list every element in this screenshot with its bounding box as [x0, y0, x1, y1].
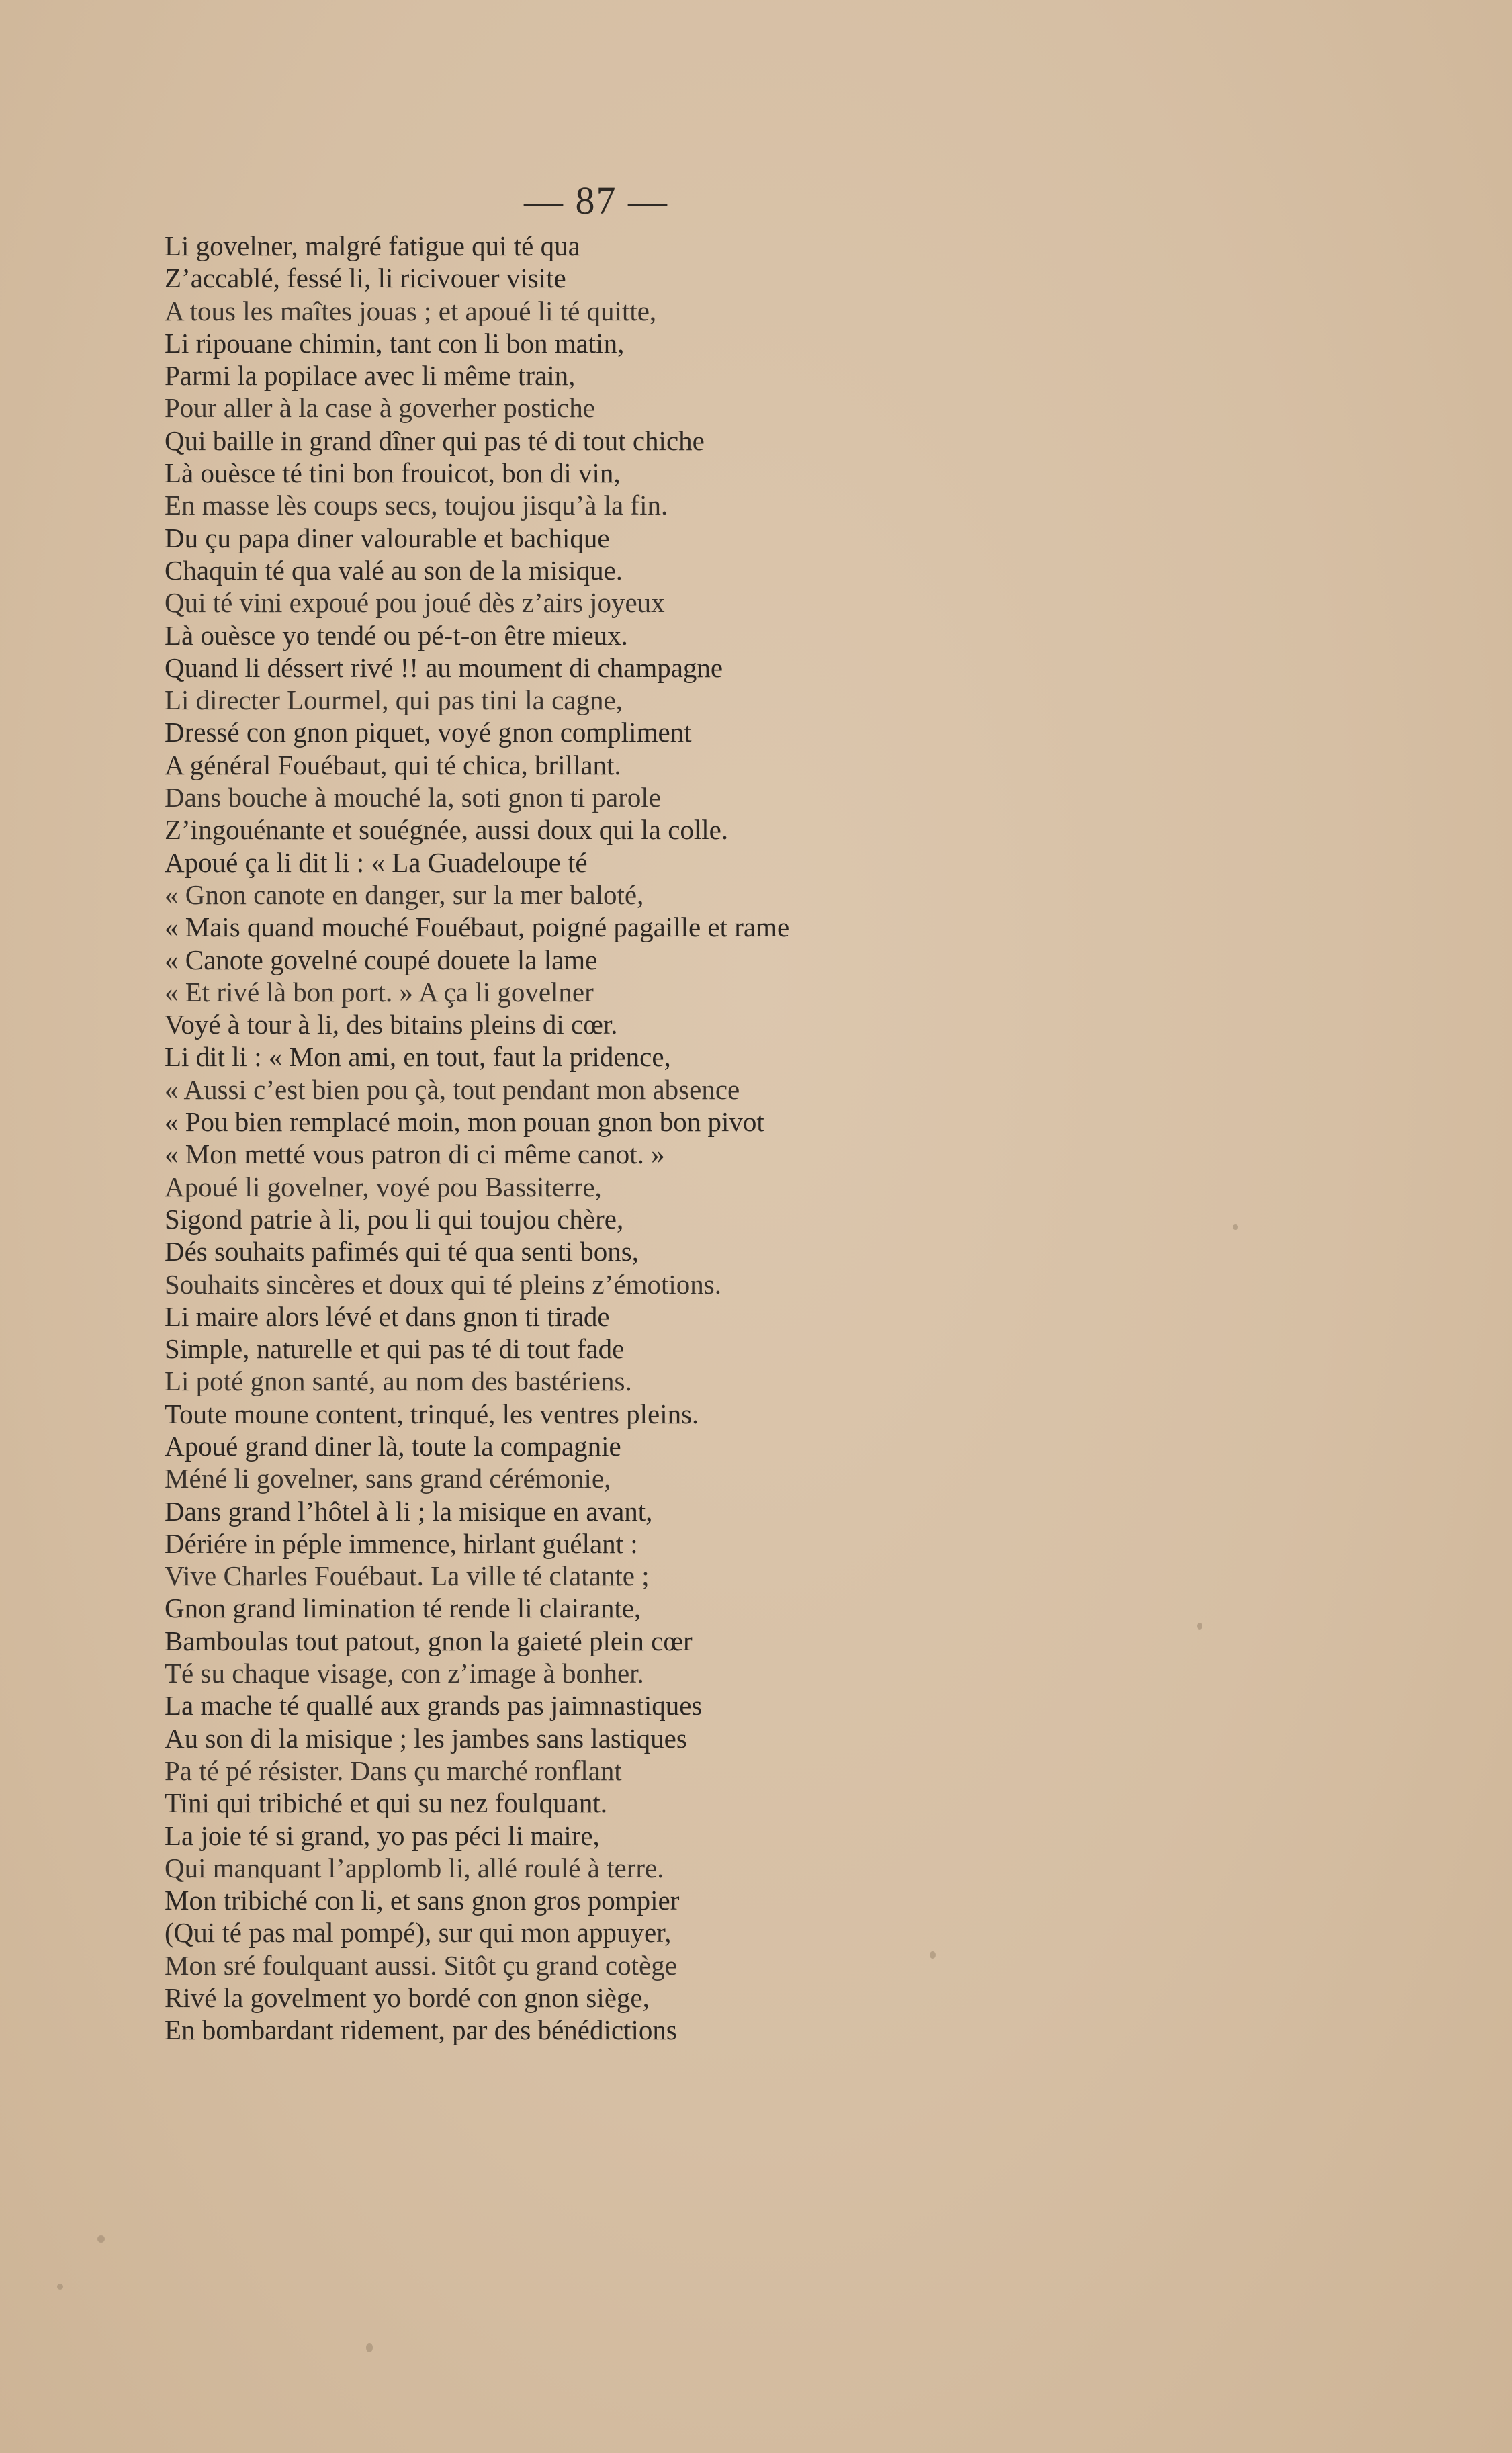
poem-line: Li poté gnon santé, au nom des bastériens.: [165, 1366, 632, 1397]
poem-line: Qui manquant l’applomb li, allé roulé à terre.: [165, 1852, 664, 1883]
ink-speck: [57, 2284, 63, 2290]
poem-line: Li dit li : « Mon ami, en tout, faut la pridence,: [165, 1041, 671, 1073]
poem-line: Qui té vini expoué pou joué dès z’airs joyeux: [165, 587, 665, 619]
poem-line: Au son di la misique ; les jambes sans lastiques: [165, 1722, 687, 1754]
poem-line: Dressé con gnon piquet, voyé gnon compliment: [165, 717, 692, 748]
poem-line: Mon sré foulquant aussi. Sitôt çu grand cotège: [165, 1949, 677, 1981]
poem-line: Voyé à tour à li, des bitains pleins di cœr.: [165, 1009, 618, 1040]
poem-line: La joie té si grand, yo pas péci li maire,: [165, 1820, 600, 1851]
poem-line: Quand li déssert rivé !! au moument di champagne: [165, 652, 723, 683]
poem-line: Simple, naturelle et qui pas té di tout fade: [165, 1333, 625, 1365]
poem-line: Apoué ça li dit li : « La Guadeloupe té: [165, 846, 588, 878]
poem-line: Apoué grand diner là, toute la compagnie: [165, 1430, 621, 1462]
poem-line: Bamboulas tout patout, gnon la gaieté plein cœr: [165, 1625, 693, 1656]
poem-line: Là ouèsce té tini bon frouicot, bon di vin,: [165, 457, 621, 489]
ink-speck: [366, 2343, 373, 2352]
poem-line: Li ripouane chimin, tant con li bon matin,: [165, 327, 625, 359]
poem-line: Sigond patrie à li, pou li qui toujou chère,: [165, 1203, 624, 1235]
poem-line: Tini qui tribiché et qui su nez foulquant.: [165, 1787, 607, 1819]
poem-line: Z’accablé, fessé li, li ricivouer visite: [165, 263, 566, 294]
poem-line: Pa té pé résister. Dans çu marché ronflant: [165, 1754, 622, 1786]
poem-line: « Mon metté vous patron di ci même canot. »: [165, 1139, 665, 1170]
poem-line: En bombardant ridement, par des bénédictions: [165, 2014, 677, 2046]
poem-line: Li directer Lourmel, qui pas tini la cagne,: [165, 684, 623, 716]
poem-line: Du çu papa diner valourable et bachique: [165, 522, 610, 553]
ink-speck: [97, 2235, 105, 2243]
poem-line: « Aussi c’est bien pou çà, tout pendant mon absence: [165, 1073, 740, 1105]
poem-line: Méné li govelner, sans grand cérémonie,: [165, 1463, 611, 1495]
poem-line: Là ouèsce yo tendé ou pé-t-on être mieux.: [165, 619, 628, 651]
poem-line: Dans bouche à mouché la, soti gnon ti parole: [165, 782, 661, 813]
poem-line: Li maire alors lévé et dans gnon ti tirade: [165, 1300, 610, 1332]
poem-line: Dériére in péple immence, hirlant guélant :: [165, 1527, 638, 1559]
poem-line: Apoué li govelner, voyé pou Bassiterre,: [165, 1171, 602, 1202]
poem-line: « Gnon canote en danger, sur la mer baloté,: [165, 879, 644, 910]
poem-line: Dans grand l’hôtel à li ; la misique en avant,: [165, 1495, 653, 1527]
poem-line: Gnon grand limination té rende li clairante,: [165, 1593, 641, 1624]
poem-line: Dés souhaits pafimés qui té qua senti bons,: [165, 1236, 639, 1267]
poem-line: A tous les maîtes jouas ; et apoué li té quitte,: [165, 295, 657, 326]
poem-line: Z’ingouénante et souégnée, aussi doux qui la colle.: [165, 814, 729, 846]
poem-text: [165, 230, 1374, 2047]
poem-line: Li govelner, malgré fatigue qui té qua: [165, 230, 580, 261]
poem-line: Toute moune content, trinqué, les ventres pleins.: [165, 1398, 699, 1429]
poem-line: « Et rivé là bon port. » A ça li govelner: [165, 976, 594, 1008]
page-number: — 87 —: [524, 179, 668, 222]
poem-line: Pour aller à la case à goverher postiche: [165, 392, 595, 424]
poem-line: En masse lès coups secs, toujou jisqu’à la fin.: [165, 490, 668, 521]
poem-line: Souhaits sincères et doux qui té pleins z’émotions.: [165, 1268, 721, 1300]
poem-line: Mon tribiché con li, et sans gnon gros pompier: [165, 1885, 680, 1916]
poem-line: Chaquin té qua valé au son de la misique.: [165, 554, 623, 586]
poem-line: « Canote govelné coupé douete la lame: [165, 944, 598, 975]
poem-line: A général Fouébaut, qui té chica, brillant.: [165, 749, 621, 780]
poem-line: (Qui té pas mal pompé), sur qui mon appuyer,: [165, 1917, 672, 1949]
poem-line: « Pou bien remplacé moin, mon pouan gnon bon pivot: [165, 1106, 764, 1138]
poem-line: « Mais quand mouché Fouébaut, poigné pagaille et rame: [165, 911, 790, 943]
poem-line: La mache té quallé aux grands pas jaimnastiques: [165, 1690, 703, 1722]
poem-line: Té su chaque visage, con z’image à bonher.: [165, 1658, 644, 1689]
poem-line: Rivé la govelment yo bordé con gnon siège,: [165, 1982, 650, 2014]
poem-line: Parmi la popilace avec li même train,: [165, 360, 576, 392]
poem-line: Vive Charles Fouébaut. La ville té clatante ;: [165, 1560, 650, 1592]
poem-line: Qui baille in grand dîner qui pas té di tout chiche: [165, 425, 705, 456]
